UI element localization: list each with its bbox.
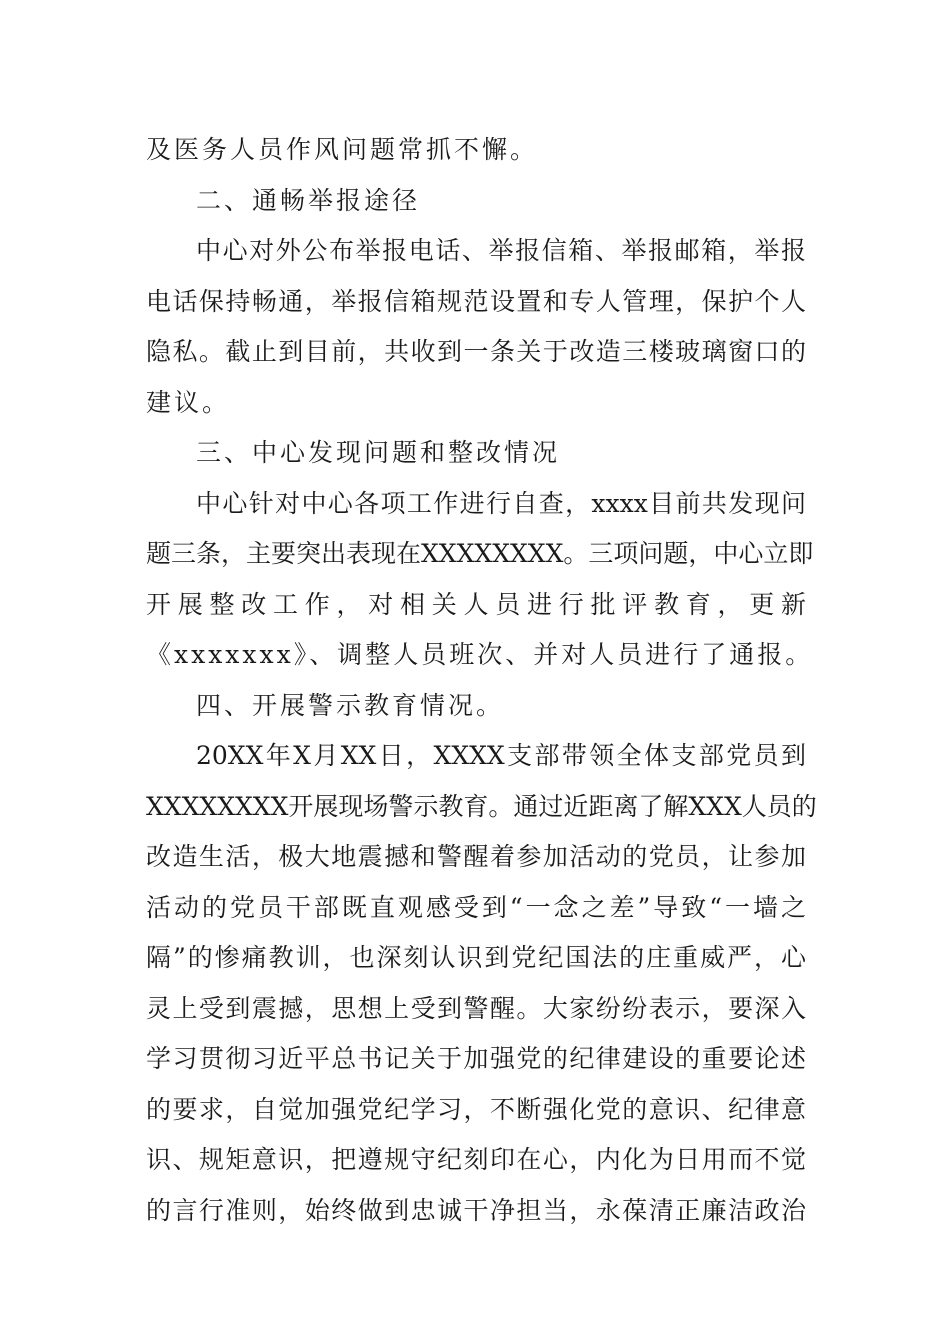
text-line: 的要求，自觉加强党纪学习，不断强化党的意识、纪律意 bbox=[146, 1095, 806, 1124]
text-line: 灵上受到震撼，思想上受到警醒。大家纷纷表示，要深入 bbox=[146, 994, 806, 1023]
text-line: 《xxxxxxx》、调整人员班次、并对人员进行了通报。 bbox=[146, 640, 814, 669]
text-line: 的言行准则，始终做到忠诚干净担当，永葆清正廉洁政治 bbox=[146, 1196, 806, 1225]
text-line: 隔”的惨痛教训，也深刻认识到党纪国法的庄重威严，心 bbox=[146, 943, 806, 972]
section-heading: 四、开展警示教育情况。 bbox=[196, 691, 505, 720]
text-line: 隐私。截止到目前，共收到一条关于改造三楼玻璃窗口的 bbox=[146, 337, 806, 366]
text-line: 及医务人员作风问题常抓不懈。 bbox=[146, 135, 539, 164]
text-line: XXXXXXXX开展现场警示教育。通过近距离了解XXX人员的 bbox=[146, 792, 817, 821]
text-line: 电话保持畅通，举报信箱规范设置和专人管理，保护个人 bbox=[146, 287, 806, 316]
text-line: 中心针对中心各项工作进行自查，xxxx目前共发现问 bbox=[196, 489, 806, 518]
text-line: 20XX年X月XX日，XXXX支部带领全体支部党员到 bbox=[196, 741, 806, 770]
text-line: 题三条，主要突出表现在XXXXXXXX。三项问题，中心立即 bbox=[146, 539, 814, 568]
text-line: 建议。 bbox=[146, 388, 231, 417]
text-line: 活动的党员干部既直观感受到“一念之差”导致“一墙之 bbox=[146, 893, 806, 922]
section-heading: 三、中心发现问题和整改情况 bbox=[196, 438, 561, 467]
section-heading: 二、通畅举报途径 bbox=[196, 186, 421, 215]
text-line: 改造生活，极大地震撼和警醒着参加活动的党员，让参加 bbox=[146, 842, 806, 871]
text-line: 开展整改工作，对相关人员进行批评教育，更新 bbox=[146, 590, 806, 619]
text-line: 识、规矩意识，把遵规守纪刻印在心，内化为日用而不觉 bbox=[146, 1145, 806, 1174]
text-line: 学习贯彻习近平总书记关于加强党的纪律建设的重要论述 bbox=[146, 1044, 806, 1073]
text-line: 中心对外公布举报电话、举报信箱、举报邮箱，举报 bbox=[196, 236, 806, 265]
